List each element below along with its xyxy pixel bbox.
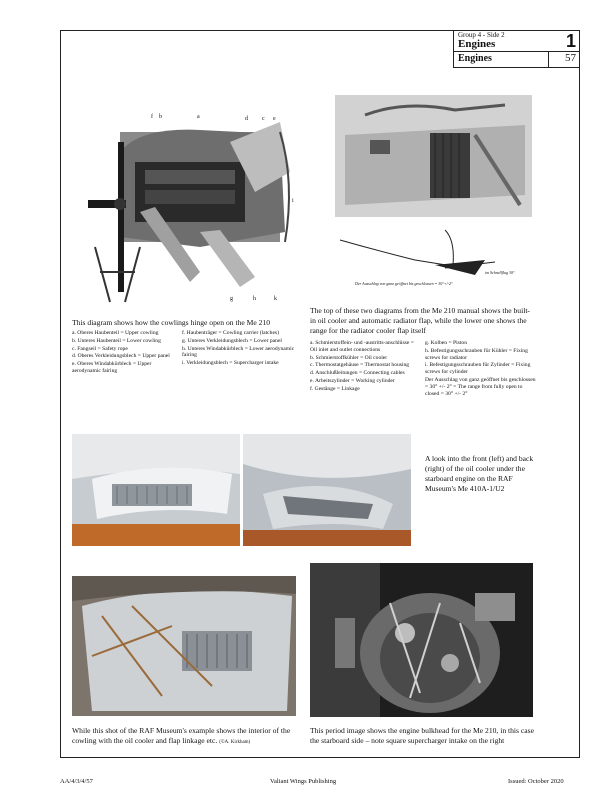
callout-e: e [273,116,276,122]
oil-cooler-front-photo [72,434,240,546]
callout-i: i [292,198,294,204]
oil-cooler-front-image [72,434,240,546]
callout-d: d [245,116,248,122]
oil-cooler-legend-left [310,340,420,394]
legend-item: i. Verkleidungsblech = Supercharger intake [182,360,279,367]
cowling-diagram-illustration [80,112,298,306]
legend-item: f. Gestänge = Linkage [310,385,360,392]
callout-b: b [159,114,162,120]
oil-cooler-caption: The top of these two diagrams from the Me 210 manual shows the built-in oil cooler and automatic radiator flap, while the lower one shows the range for the radiator cooler flap itself [310,306,530,336]
footer-issue-date: Issued: October 2020 [508,778,564,785]
legend-item: g. Unteres Verkleidungsblech = Lower panel [182,337,282,344]
header-block [453,30,580,68]
legend-item: Der Ausschlag von ganz geöffnet bis geschlossen = 30° +/- 2° = The range from fully open to closed = 30° +/- 2° [425,377,536,397]
oil-cooler-illustration [335,95,532,217]
legend-item: a. Oberes Haubenteil = Upper cowling [72,330,159,336]
engine-bulkhead-image [310,563,533,717]
cowling-diagram [80,112,298,306]
flap-label-range: Der Ausschlag von ganz geöffnet bis geschlossen = 30°+/-2° [355,281,453,286]
legend-item: a. Schmierstoffein- und -austritts-anschlüsse = Oil inlet and outlet connections [310,340,414,353]
legend-item: i. Befestigungsschrauben für Zylinder = Fixing screws for cylinder [425,362,531,376]
callout-a: a [197,114,200,120]
legend-item: f. Haubenträger = Cowling carrier (latches) [182,330,279,336]
oil-cooler-photos-caption: A look into the front (left) and back (right) of the oil cooler under the starboard engine on the RAF Museum's Me 410A-1/U2 [425,454,534,494]
flap-range-illustration [335,220,532,300]
callout-k: k [274,296,277,302]
legend-item: b. Unteres Haubenteil = Lower cowling [72,337,161,344]
callout-h: h [253,296,256,302]
cowling-legend-left [72,330,178,376]
legend-item: e. Arbeitszylinder = Working cylinder [310,378,395,385]
flap-range-diagram [335,220,532,300]
oil-cooler-legend-right [425,340,537,399]
legend-item: c. Fangseil = Safety rope [72,345,128,352]
footer-reference: AA/4/3/4/57 [60,778,93,785]
cowling-diagram-caption: This diagram shows how the cowlings hinge open on the Me 210 [72,318,271,327]
header-row-bottom [453,52,580,68]
legend-item: d. Anschlußleitungen = Connecting cables [310,370,405,377]
header-row-top [453,30,580,52]
cowling-legend-right [182,330,298,368]
flap-label-fast: im Schnellflug 30° [485,270,515,275]
legend-item: h. Unteres Windabkürblech = Lower aerodynamic fairing [182,345,295,359]
group-label: Group 4 - Side 2 [458,31,505,39]
legend-item: c. Thermostatgehäuse = Thermostat housing [310,362,410,369]
legend-item: h. Befestigungsschrauben für Kühler = Fixing screws for radiator [425,347,528,361]
header-separator [548,52,549,67]
oil-cooler-back-image [243,434,411,546]
page-number: 57 [565,52,576,64]
photo-credit: (©A. Kirkham) [219,740,251,746]
cowling-interior-photo [72,576,296,716]
legend-item: b. Schmierstoffkühler = Oil cooler [310,354,388,361]
legend-item: d. Oberes Verkleidungsblech = Upper panel [72,353,170,360]
callout-c: c [262,116,265,122]
header-number: 1 [565,31,576,51]
engine-bulkhead-photo [310,563,533,717]
oil-cooler-back-photo [243,434,411,546]
cowling-interior-caption [72,726,300,747]
cowling-interior-caption-text: While this shot of the RAF Museum's example shows the interior of the cowling with the oil cooler and flap linkage etc. [72,726,291,746]
legend-item: g. Kolben = Piston [425,340,468,346]
header-title: Engines [458,38,496,50]
oil-cooler-diagram [335,95,532,217]
cowling-interior-image [72,576,296,716]
callout-g: g [230,296,233,302]
section-label: Engines [458,53,492,64]
footer-publisher: Valiant Wings Publishing [270,778,337,785]
legend-item: e. Oberes Windabkürblech = Upper aerodynamic fairing [72,361,152,375]
callout-f: f [151,114,153,120]
engine-bulkhead-caption: This period image shows the engine bulkhead for the Me 210, in this case the starboard side – note square supercharger intake on the right [310,726,534,746]
